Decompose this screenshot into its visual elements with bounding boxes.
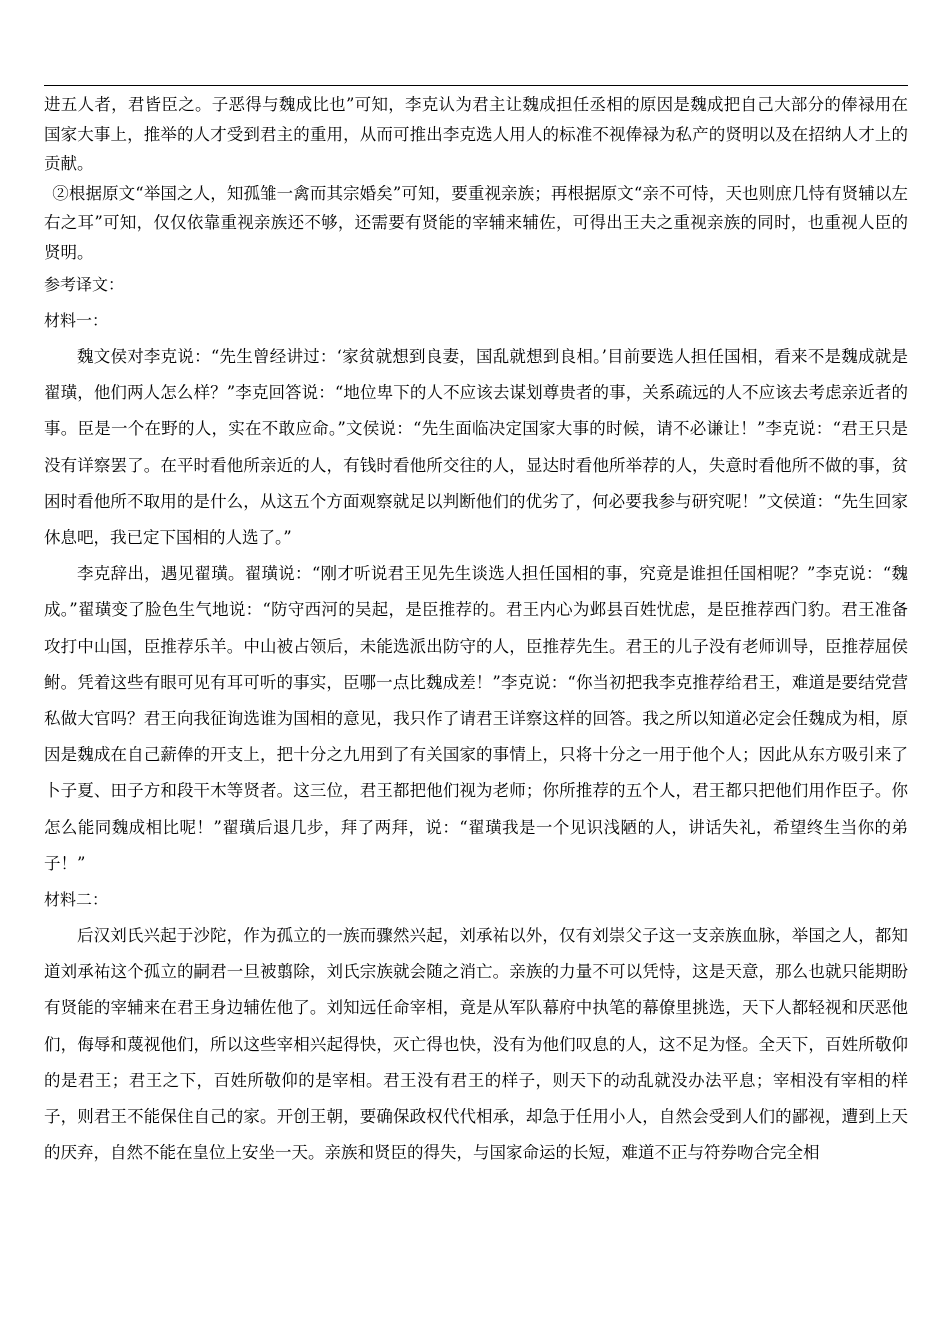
document-body xyxy=(44,90,908,1171)
answer-section xyxy=(44,90,908,267)
material-1-paragraph: 魏文侯对李克说：“先生曾经讲过：‘家贫就想到良妻，国乱就想到良相。’目前要选人担任国相，看来不是魏成就是翟璜，他们两人怎么样？”李克回答说：“地位卑下的人不应该去谋划尊贵者的事，关系疏远的人不应该去考虑亲近者的事。臣是一个在野的人，实在不敢应命。”文侯说：“先生面临决定国家大事的时候，请不必谦让！”李克说：“君王只是没有详察罢了。在平时看他所亲近的人，有钱时看他所交往的人，显达时看他所举荐的人，失意时看他所不做的事，贫困时看他所不取用的是什么，从这五个方面观察就足以判断他们的优劣了，何必要我参与研究呢！”文侯道：“先生回家休息吧，我已定下国相的人选了。” xyxy=(44,347,908,548)
reference-translation-heading: 参考译文： xyxy=(44,275,125,294)
material-2-heading: 材料二： xyxy=(44,890,109,910)
material-2-paragraph: 后汉刘氏兴起于沙陀，作为孤立的一族而骤然兴起，刘承祐以外，仅有刘崇父子这一支亲族血脉，举国之人，都知道刘承祐这个孤立的嗣君一旦被翦除，刘氏宗族就会随之消亡。亲族的力量不可以凭恃，这是天意，那么也就只能期盼有贤能的宰辅来在君王身边辅佐他了。刘知远任命宰相，竟是从军队幕府中执笔的幕僚里挑选，天下人都轻视和厌恶他们，侮辱和蔑视他们，所以这些宰相兴起得快，灭亡得也快，没有为他们叹息的人，这不足为怪。全天下，百姓所敬仰的是君王；君王之下，百姓所敬仰的是宰相。君王没有君王的样子，则天下的动乱就没办法平息；宰相没有宰相的样子，则君王不能保住自己的家。开创王朝，要确保政权代代相承，却急于任用小人，自然会受到人们的鄙视，遭到上天的厌弃，自然不能在皇位上安坐一天。亲族和贤臣的得失，与国家命运的长短，难道不正与符券吻合完全相 xyxy=(44,926,908,1163)
material-1-paragraph: 李克辞出，遇见翟璜。翟璜说：“刚才听说君王见先生谈选人担任国相的事，究竟是谁担任国相呢？”李克说：“魏成。”翟璜变了脸色生气地说：“防守西河的吴起，是臣推荐的。君王内心为邺县百姓忧虑，是臣推荐西门豹。君王准备攻打中山国，臣推荐乐羊。中山被占领后，未能选派出防守的人，臣推荐先生。君王的儿子没有老师训导，臣推荐屈侯鲋。凭着这些有眼可见有耳可听的事实，臣哪一点比魏成差！”李克说：“你当初把我李克推荐给君王，难道是要结党营私做大官吗？君王向我征询选谁为国相的意见，我只作了请君王详察这样的回答。我之所以知道必定会任魏成为相，原因是魏成在自己薪俸的开支上，把十分之九用到了有关国家的事情上，只将十分之一用于他个人；因此从东方吸引来了卜子夏、田子方和段干木等贤者。这三位，君王都把他们视为老师；你所推荐的五个人，君王都只把他们用作臣子。你怎么能同魏成相比呢！”翟璜后退几步，拜了两拜，说：“翟璜我是一个见识浅陋的人，讲话失礼，希望终生当你的弟子！” xyxy=(44,564,908,873)
material-1-text xyxy=(44,339,908,882)
answer-paragraph-1: 进五人者，君皆臣之。子恶得与魏成比也”可知，李克认为君主让魏成担任丞相的原因是魏成把自己大部分的俸禄用在国家大事上，推举的人才受到君主的重用，从而可推出李克选人用人的标准不视俸禄为私产的贤明以及在招纳人才上的贡献。 xyxy=(44,95,908,173)
material-2-text xyxy=(44,918,908,1171)
material-1-heading: 材料一： xyxy=(44,311,109,330)
answer-paragraph-2: ②根据原文“举国之人，知孤雏一禽而其宗婚矣”可知，要重视亲族；再根据原文“亲不可恃，天也则庶几恃有贤辅以左右之耳”可知，仅仅依靠重视亲族还不够，还需要有贤能的宰辅来辅佐，可得出王夫之重视亲族的同时，也重视人臣的贤明。 xyxy=(44,183,908,262)
header-rule xyxy=(44,85,908,86)
